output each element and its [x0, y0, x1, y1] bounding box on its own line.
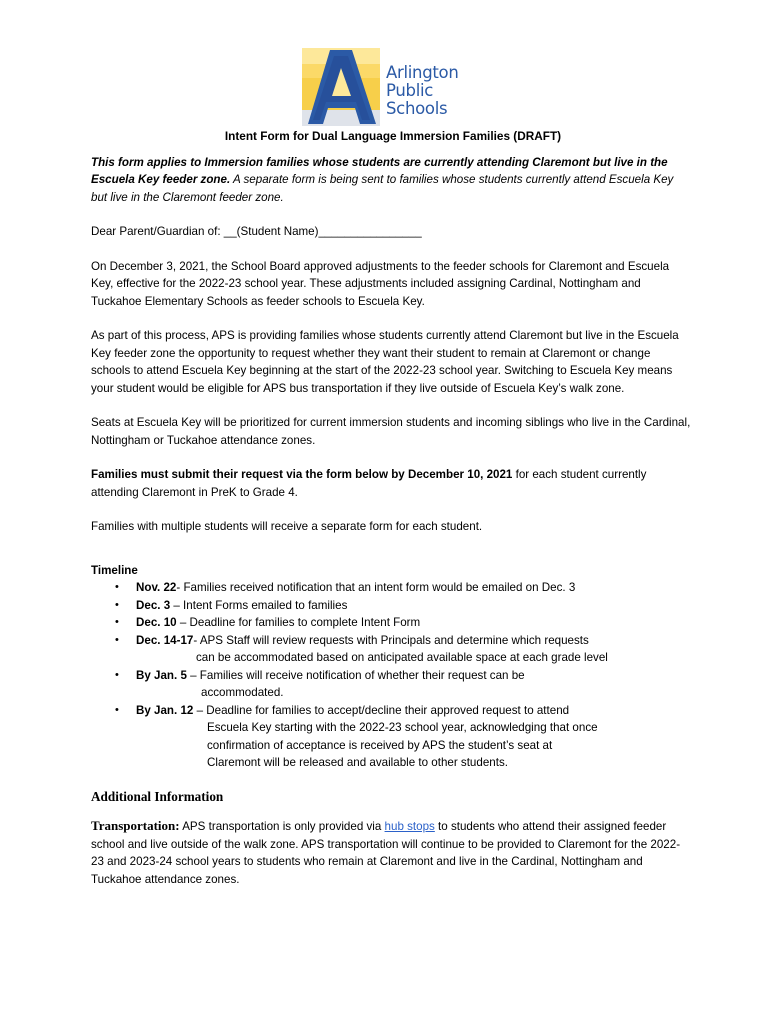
timeline-text: - Families received notification that an intent form would be emailed on Dec. 3 — [176, 581, 576, 594]
timeline-date: Nov. 22 — [136, 581, 177, 594]
transportation-text-before: APS transportation is only provided via — [179, 820, 385, 833]
aps-logo — [300, 46, 470, 128]
additional-info-heading: Additional Information — [91, 788, 224, 804]
timeline-list — [91, 579, 691, 772]
timeline-date: Dec. 14-17 — [136, 633, 194, 647]
timeline-date: Dec. 3 — [136, 598, 171, 612]
aps-logo-a-icon — [300, 46, 382, 128]
timeline-heading: Timeline — [91, 563, 138, 577]
timeline-continuation: confirmation of acceptance is received by APS the student’s seat at — [207, 738, 553, 752]
bullet-icon: • — [115, 703, 119, 716]
paragraph-multiple-students: Families with multiple students will receive a separate form for each student. — [91, 520, 483, 533]
transportation-text-after: to students who attend their assigned feeder school and live outside of the walk zone. APS transportation will continue to be provided to Claremont for the 2022-23 and 2023-24 school years to students who remain at Claremont and live in the Cardinal, Nottingham and Tuckahoe attendance zones. — [91, 820, 681, 886]
paragraph-deadline — [91, 466, 691, 501]
paragraph-seats: Seats at Escuela Key will be prioritized for current immersion students and incoming siblings who live in the Cardinal, Nottingham or Tuckahoe attendance zones. — [91, 416, 691, 447]
timeline-continuation: Claremont will be released and available to other students. — [207, 756, 508, 769]
greeting-line: Dear Parent/Guardian of: __(Student Name)________________ — [91, 225, 422, 238]
logo-line-1: Arlington — [386, 63, 459, 82]
timeline-item — [91, 597, 691, 615]
bullet-icon: • — [115, 616, 119, 628]
bullet-icon: • — [115, 633, 119, 646]
timeline-date: By Jan. 5 — [136, 668, 187, 682]
paragraph-process: As part of this process, APS is providing families whose students currently attend Claremont but live in the Escuela Key feeder zone the opportunity to request whether they want their student to remain at Claremont or change schools to attend Escuela Key beginning at the start of the 2022-23 school year. Switching to Escuela Key means your student would be eligible for APS bus transportation if they live outside of Escuela Key’s walk zone. — [91, 329, 679, 395]
aps-logo-text — [386, 64, 476, 118]
timeline-date: Dec. 10 — [136, 616, 177, 629]
timeline-text: – Deadline for families to accept/decline their approved request to attend — [193, 703, 570, 717]
timeline-item — [91, 579, 691, 597]
timeline-date: By Jan. 12 — [136, 703, 194, 717]
bullet-icon: • — [115, 581, 119, 593]
timeline-item — [91, 667, 691, 702]
deadline-rest: for each student currently attending Claremont in PreK to Grade 4. — [91, 468, 647, 499]
deadline-bold: Families must submit their request via the form below by December 10, 2021 — [91, 468, 513, 481]
timeline-item — [91, 702, 691, 772]
bullet-icon: • — [115, 598, 119, 611]
intro-paragraph — [91, 154, 691, 207]
hub-stops-link[interactable]: hub stops — [384, 820, 435, 833]
intro-rest: A separate form is being sent to families whose students currently attend Escuela Key but live in the Claremont feeder zone. — [91, 173, 674, 204]
intro-bold: This form applies to Immersion families whose students are currently attending Claremont but live in the Escuela Key feeder zone. — [91, 155, 668, 186]
logo-line-2: Public — [386, 81, 434, 100]
transportation-paragraph — [91, 817, 691, 888]
timeline-text: – Intent Forms emailed to families — [170, 598, 348, 612]
timeline-text: - APS Staff will review requests with Principals and determine which requests — [193, 633, 589, 647]
timeline-item — [91, 632, 691, 667]
timeline-continuation: can be accommodated based on anticipated available space at each grade level — [196, 651, 608, 664]
document-body — [91, 128, 691, 905]
document-title: Intent Form for Dual Language Immersion Families (DRAFT) — [224, 129, 562, 143]
timeline-continuation: Escuela Key starting with the 2022-23 school year, acknowledging that once — [207, 721, 598, 734]
paragraph-school-board: On December 3, 2021, the School Board approved adjustments to the feeder schools for Claremont and Escuela Key, effective for the 2022-23 school year. These adjustments included assigning Cardinal, Nottingham and Tuckahoe Elementary Schools as feeder schools to Escuela Key. — [91, 259, 670, 308]
timeline-continuation: accommodated. — [201, 686, 284, 699]
timeline-item — [91, 614, 691, 632]
timeline-text: – Families will receive notification of whether their request can be — [186, 668, 525, 682]
transportation-label: Transportation: — [91, 818, 180, 833]
logo-line-3: Schools — [386, 99, 448, 118]
bullet-icon: • — [115, 668, 119, 681]
timeline-text: – Deadline for families to complete Intent Form — [176, 616, 421, 629]
